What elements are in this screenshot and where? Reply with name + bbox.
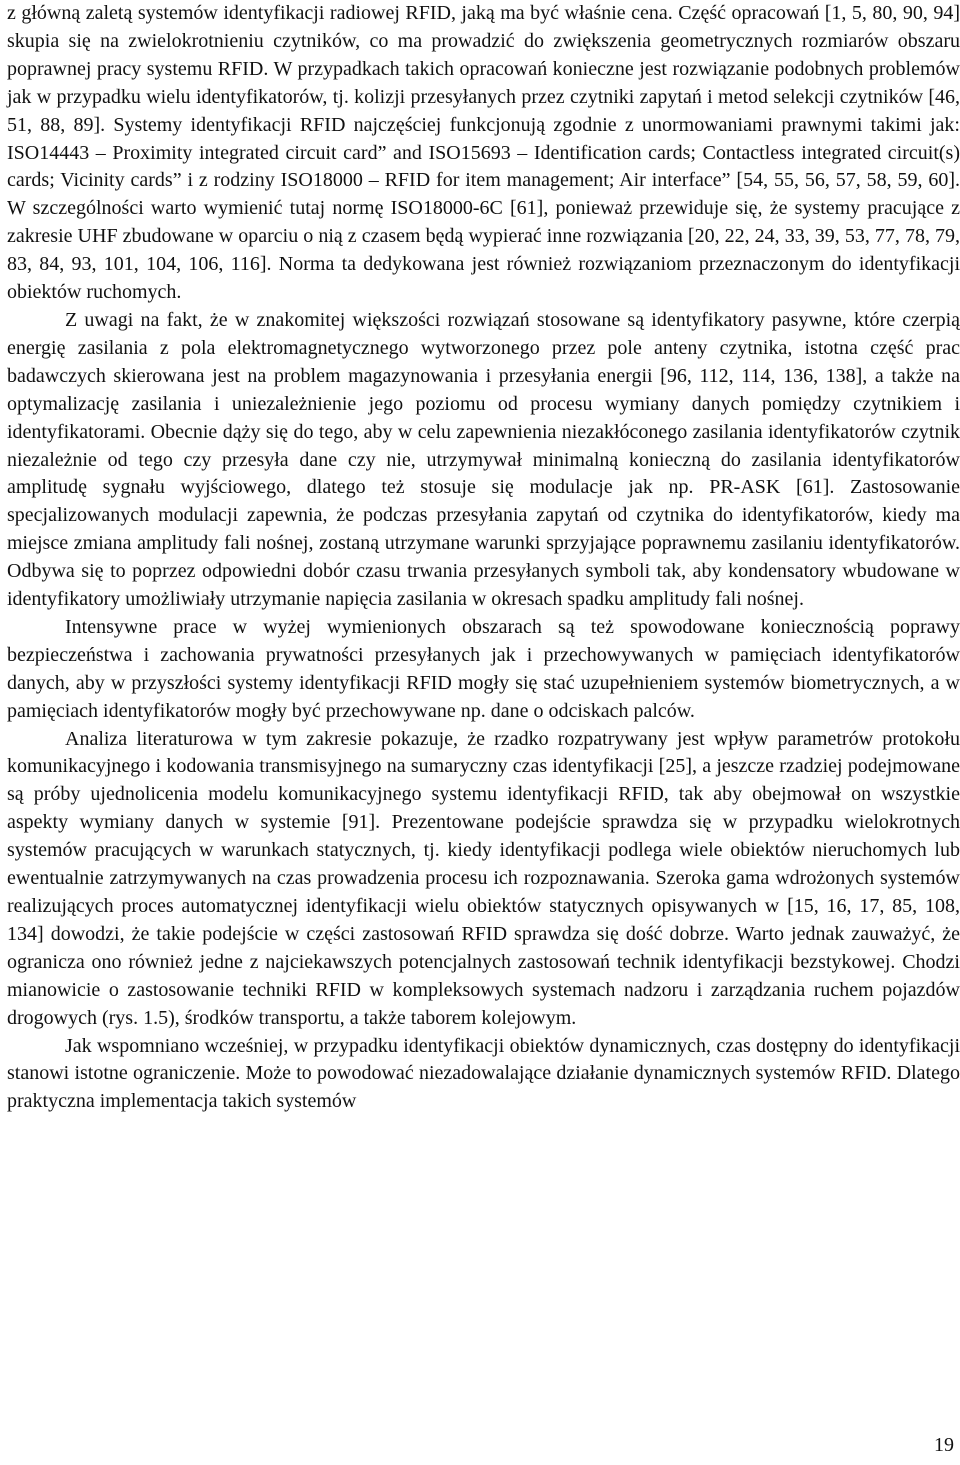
paragraph-continued: z główną zaletą systemów identyfikacji radiowej RFID, jaką ma być właśnie cena. Część opracowań [1, 5, 80, 90, 94] skupia się na zwielokrotnieniu czytników, co ma prowadzić do zwiększenia geometrycznych rozmiarów obszaru poprawnej pracy systemu RFID. W przypadkach takich opracowań konieczne jest rozwiązanie podobnych problemów jak w przypadku wielu identyfikatorów, tj. kolizji przesyłanych przez czytniki zapytań i metod selekcji czytników [46, 51, 88, 89]. Systemy identyfikacji RFID najczęściej funkcjonują zgodnie z unormowaniami prawnymi takimi jak: ISO14443 – Proximity integrated circuit card” and ISO15693 – Identification cards; Contactless integrated circuit(s) cards; Vicinity cards” i z rodziny ISO18000 – RFID for item management; Air interface” [54, 55, 56, 57, 58, 59, 60]. W szczególności warto wymienić tutaj normę ISO18000-6C [61], ponieważ przewiduje się, że systemy pracujące z zakresie UHF zbudowane w oparciu o nią z czasem będą wypierać inne rozwiązania [20, 22, 24, 33, 39, 53, 77, 78, 79, 83, 84, 93, 101, 104, 106, 116]. Norma ta dedykowana jest również rozwiązaniom przeznaczonym do identyfikacji obiektów ruchomych. [7,2,960,304]
paragraph-passive-tags: Z uwagi na fakt, że w znakomitej większości rozwiązań stosowane są identyfikatory pasywne, które czerpią energię zasilania z pola elektromagnetycznego wytworzonego przez pole anteny czytnika, istotna część prac badawczych skierowana jest na problem magazynowania i przesyłania energii [96, 112, 114, 136, 138], a także na optymalizację zasilania i uniezależnienie jego poziomu od procesu wymiany danych pomiędzy czytnikiem i identyfikatorami. Obecnie dąży się do tego, aby w celu zapewnienia niezakłóconego zasilania identyfikatorów czytnik niezależnie od tego czy przesyła dane czy nie, utrzymywał minimalną konieczną do zasilania identyfikatorów amplitudę sygnału wyjściowego, dlatego też stosuje się modulacje jak np. PR-ASK [61]. Zastosowanie specjalizowanych modulacji zapewnia, że podczas przesyłania zapytań od czytnika do identyfikatorów, kiedy ma miejsce zmiana amplitudy fali nośnej, zostaną utrzymane warunki sprzyjające poprawnemu zasilaniu identyfikatorów. Odbywa się to poprzez odpowiedni dobór czasu trwania przesyłanych symboli tak, aby kondensatory wbudowane w identyfikatory umożliwiały utrzymanie napięcia zasilania w okresach spadku amplitudy fali nośnej. [7,308,960,611]
document-page [7,0,960,1116]
paragraph-security: Intensywne prace w wyżej wymienionych obszarach są też spowodowane koniecznością poprawy bezpieczeństwa i zachowania prywatności przesyłanych jak i przechowywanych w pamięciach identyfikatorów danych, aby w przyszłości systemy identyfikacji RFID mogły się stać uzupełnieniem systemów biometrycznych, a w pamięciach identyfikatorów mogły być przechowywane np. dane o odciskach palców. [7,615,960,722]
paragraph-dynamic-identification: Jak wspomniano wcześniej, w przypadku identyfikacji obiektów dynamicznych, czas dostępny do identyfikacji stanowi istotne ograniczenie. Może to powodować niezadowalające działanie dynamicznych systemów RFID. Dlatego praktyczna implementacja takich systemów [7,1034,960,1113]
page-number: 19 [934,1434,954,1456]
paragraph-literature-analysis: Analiza literaturowa w tym zakresie pokazuje, że rzadko rozpatrywany jest wpływ parametrów protokołu komunikacyjnego i kodowania transmisyjnego na sumaryczny czas identyfikacji [25], a jeszcze rzadziej podejmowane są próby ujednolicenia modelu komunikacyjnego systemu identyfikacji RFID, tak aby obejmował on wszystkie aspekty wymiany danych w systemie [91]. Prezentowane podejście sprawdza się w przypadku wielokrotnych systemów pracujących w warunkach statycznych, tj. kiedy identyfikacji podlega wiele obiektów nieruchomych lub ewentualnie zatrzymywanych na czas prowadzenia procesu ich rozpoznawania. Szeroka gama wdrożonych systemów realizujących proces automatycznej identyfikacji wielu obiektów statycznych opisywanych w [15, 16, 17, 85, 108, 134] dowodzi, że takie podejście w części zastosowań RFID sprawdza się dość dobrze. Warto jednak zauważyć, że ogranicza ono również jedne z najciekawszych potencjalnych zastosowań technik identyfikacji bezstykowej. Chodzi mianowicie o zastosowanie techniki RFID w kompleksowych systemach nadzoru i zarządzania ruchem pojazdów drogowych (rys. 1.5), środków transportu, a także taborem kolejowym. [7,727,960,1029]
